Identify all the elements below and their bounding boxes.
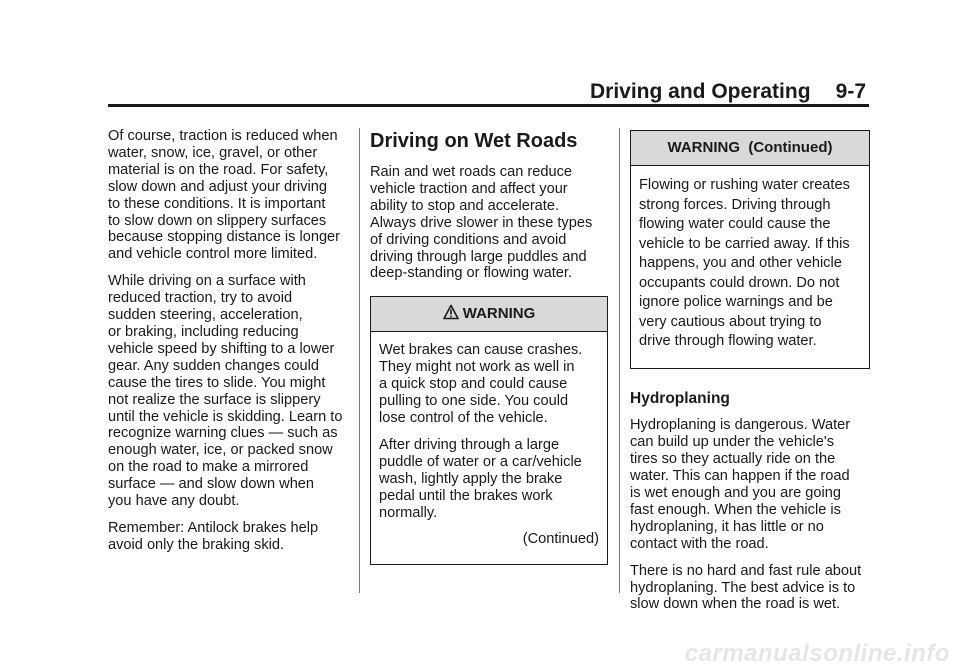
paragraph: Hydroplaning is dangerous. Water can build up under the vehicle's tires so they actually ride on the water. This can happen if the road is wet enough and you are going fast enough. When the vehicle is hydroplaning, it has little or no contact with the road.	[630, 417, 851, 552]
page-number: 9-7	[835, 80, 866, 103]
warning-paragraph: After driving through a large puddle of water or a car/vehicle wash, lightly apply the brake pedal until the brakes work normally.	[379, 436, 582, 521]
column-divider-1	[359, 128, 360, 593]
warning-label: WARNING	[462, 305, 536, 323]
warning-paragraph: Wet brakes can cause crashes. They might not work as well in a quick stop and could cause pulling to one side. You could lose control of the vehicle.	[379, 342, 583, 426]
page-header	[590, 80, 866, 104]
warning-body	[631, 166, 869, 368]
header-rule	[108, 104, 869, 107]
paragraph: Rain and wet roads can reduce vehicle traction and affect your ability to stop and accelerate. Always drive slower in these types of driving conditions and avoid driving through large puddles and deep-standing or flowing water.	[370, 164, 593, 282]
warning-header: WARNING (Continued)	[631, 131, 869, 166]
paragraph: Of course, traction is reduced when water, snow, ice, gravel, or other material is on the road. For safety, slow down and adjust your driving to these conditions. It is important to slow down on slippery surfaces because stopping distance is longer and vehicle control more limited.	[108, 128, 341, 263]
section-title: Driving and Operating	[590, 80, 811, 103]
warning-box	[370, 296, 608, 565]
warning-body	[371, 332, 607, 564]
warning-box-continued	[630, 130, 870, 369]
warning-header	[371, 297, 607, 332]
column-divider-2	[619, 128, 620, 593]
paragraph: There is no hard and fast rule about hydroplaning. The best advice is to slow down when the road is wet.	[630, 562, 862, 613]
subsection-heading: Hydroplaning	[630, 389, 730, 407]
warning-triangle-icon	[443, 304, 459, 320]
watermark: carmanualsonline.info	[684, 640, 950, 667]
section-heading: Driving on Wet Roads	[370, 130, 578, 152]
continued-label: (Continued)	[522, 531, 599, 548]
warning-paragraph: Flowing or rushing water creates strong forces. Driving through flowing water could cause the vehicle to be carried away. If this happens, you and other vehicle occupants could drown. Do not ignore police warnings and be very cautious about trying to drive through flowing water.	[639, 177, 850, 349]
column-1	[108, 128, 348, 564]
paragraph: Remember: Antilock brakes help avoid only the braking skid.	[108, 519, 319, 553]
paragraph: While driving on a surface with reduced traction, try to avoid sudden steering, acceleration, or braking, including reducing vehicle speed by shifting to a lower gear. Any sudden changes could cause the tires to slide. You might not realize the surface is slippery until the vehicle is skidding. Learn to recognize warning clues — such as enough water, ice, or packed snow on the road to make a mirrored surface — and slow down when you have any doubt.	[108, 273, 343, 510]
column-3	[630, 128, 870, 623]
column-2	[370, 128, 608, 565]
